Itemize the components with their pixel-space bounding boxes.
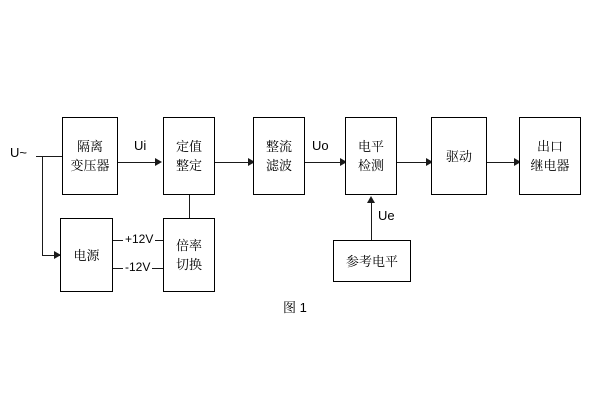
block-line: 变压器 <box>70 158 110 173</box>
block-line: 继电器 <box>530 158 570 173</box>
plus12-label: +12V <box>125 232 154 246</box>
block-rectifier-filter[interactable] <box>253 117 305 195</box>
block-isolation-transformer[interactable] <box>62 117 118 195</box>
power-branch-vline <box>42 156 43 255</box>
block-line: 切换 <box>175 257 202 272</box>
uo-line <box>305 162 345 163</box>
block-level-detection[interactable] <box>345 117 397 195</box>
block-line: 电源 <box>73 247 100 263</box>
block-line: 出口 <box>536 139 563 154</box>
block-line: 检测 <box>357 158 384 173</box>
figure-caption: 图 1 <box>283 300 307 315</box>
block-line: 整流 <box>265 139 292 154</box>
block-line: 倍率 <box>175 238 202 253</box>
block-line: 驱动 <box>445 148 472 164</box>
block-output-relay[interactable] <box>519 117 581 195</box>
block-line: 滤波 <box>265 158 292 173</box>
block-multiplier-switch[interactable] <box>163 218 215 292</box>
ui-label: Ui <box>134 138 147 153</box>
minus12-label: -12V <box>125 260 151 274</box>
ui-arrow <box>155 158 162 166</box>
input-line <box>36 156 62 157</box>
multiplier-to-setting-line <box>189 195 190 218</box>
block-drive[interactable] <box>431 117 487 195</box>
block-reference-level[interactable] <box>333 240 411 282</box>
block-line: 整定 <box>175 158 202 173</box>
block-fixed-value-setting[interactable] <box>163 117 215 195</box>
block-line: 隔离 <box>76 139 103 154</box>
input-label: U~ <box>10 145 27 160</box>
ue-arrow <box>367 196 375 203</box>
block-power-supply[interactable] <box>60 218 113 292</box>
block-line: 电平 <box>357 139 384 154</box>
uo-label: Uo <box>312 138 329 153</box>
ue-line <box>371 202 372 240</box>
ue-label: Ue <box>378 208 395 223</box>
ui-line <box>118 162 160 163</box>
block-line: 定值 <box>175 139 202 154</box>
block-line: 参考电平 <box>345 253 398 269</box>
